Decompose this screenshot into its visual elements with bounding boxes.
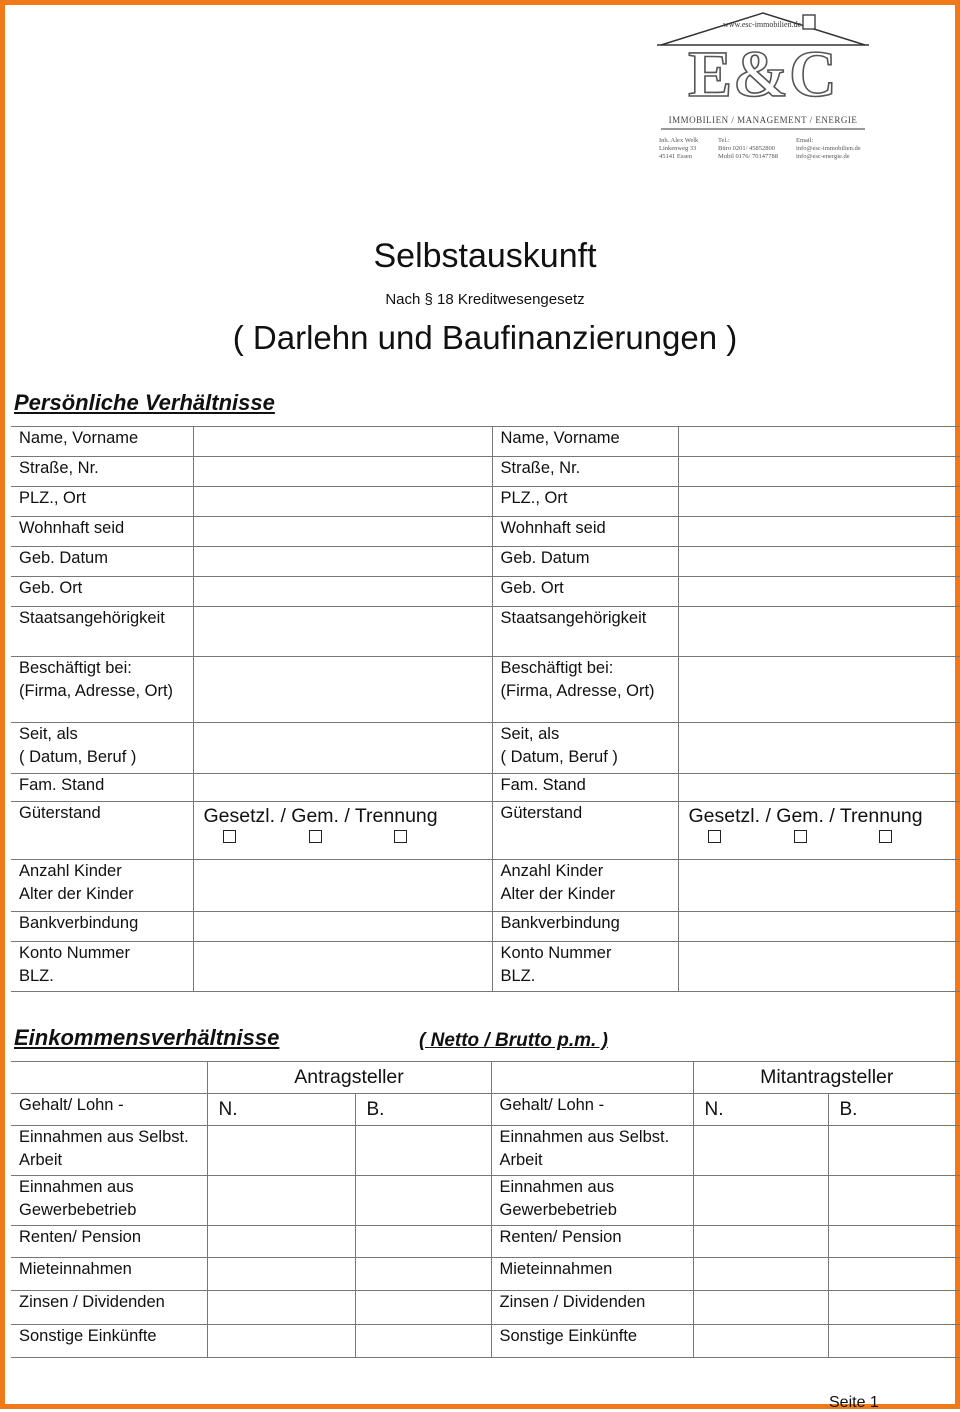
coapplicant-net-income-cell[interactable] (693, 1325, 828, 1358)
applicant-field-value[interactable] (193, 517, 492, 547)
applicant-field-value[interactable] (193, 607, 492, 657)
income-row (11, 1176, 960, 1226)
applicant-field-value[interactable] (193, 577, 492, 607)
coapplicant-income-label: Zinsen / Dividenden (491, 1291, 693, 1325)
income-row (11, 1325, 960, 1358)
income-row (11, 1226, 960, 1258)
coapplicant-field-label: Straße, Nr. (492, 457, 678, 487)
document-title: Selbstauskunft (5, 237, 960, 276)
coapplicant-gross-income-cell[interactable] (828, 1226, 960, 1258)
coapplicant-income-label: Sonstige Einkünfte (491, 1325, 693, 1358)
coapplicant-field-label: Beschäftigt bei: (Firma, Adresse, Ort) (492, 657, 678, 723)
applicant-field-value[interactable] (193, 427, 492, 457)
personal-row (11, 577, 960, 607)
income-row (11, 1291, 960, 1325)
section-title-personal: Persönliche Verhältnisse (14, 390, 275, 416)
applicant-net-income-cell[interactable] (207, 1291, 355, 1325)
coapplicant-field-label: Seit, als ( Datum, Beruf ) (492, 723, 678, 774)
coapplicant-field-value[interactable] (678, 942, 960, 992)
income-row (11, 1094, 960, 1126)
applicant-gross-income-cell[interactable] (355, 1226, 491, 1258)
coapplicant-net-income-cell[interactable] (693, 1176, 828, 1226)
applicant-net-income-cell[interactable] (207, 1226, 355, 1258)
personal-row (11, 607, 960, 657)
coapplicant-field-value[interactable] (678, 487, 960, 517)
applicant-field-label: Straße, Nr. (11, 457, 193, 487)
applicant-field-label: Name, Vorname (11, 427, 193, 457)
coapplicant-field-label: Geb. Datum (492, 547, 678, 577)
page-number: Seite 1 (829, 1394, 879, 1412)
coapplicant-field-label: Anzahl Kinder Alter der Kinder (492, 860, 678, 912)
income-row (11, 1258, 960, 1291)
applicant-net-income-cell[interactable] (207, 1126, 355, 1176)
coapplicant-field-label: Bankverbindung (492, 912, 678, 942)
coapplicant-field-value[interactable] (678, 577, 960, 607)
coapplicant-net-income-cell[interactable]: N. (693, 1094, 828, 1126)
income-header-row (11, 1062, 960, 1094)
coapplicant-gross-income-cell[interactable]: B. (828, 1094, 960, 1126)
applicant-gross-income-cell[interactable] (355, 1325, 491, 1358)
income-note: ( Netto / Brutto p.m. ) (419, 1030, 608, 1052)
checkbox-trennung[interactable] (394, 830, 407, 843)
applicant-field-value[interactable] (193, 723, 492, 774)
gueterstand-options: Gesetzl. / Gem. / Trennung (204, 804, 492, 828)
coapplicant-field-label: Fam. Stand (492, 774, 678, 802)
coapplicant-field-label: Geb. Ort (492, 577, 678, 607)
applicant-gross-income-cell[interactable] (355, 1176, 491, 1226)
applicant-field-value[interactable] (193, 657, 492, 723)
income-table (11, 1061, 960, 1358)
coapplicant-field-value[interactable] (678, 457, 960, 487)
coapplicant-field-value[interactable] (678, 547, 960, 577)
coapplicant-income-label: Renten/ Pension (491, 1226, 693, 1258)
document-subtitle: Nach § 18 Kreditwesengesetz (5, 291, 960, 308)
column-header-applicant: Antragsteller (207, 1062, 491, 1094)
coapplicant-field-value[interactable] (678, 427, 960, 457)
applicant-field-value[interactable] (193, 457, 492, 487)
applicant-field-label: Beschäftigt bei: (Firma, Adresse, Ort) (11, 657, 193, 723)
logo-tagline: IMMOBILIEN / MANAGEMENT / ENERGIE (661, 115, 865, 125)
coapplicant-income-label: Mieteinnahmen (491, 1258, 693, 1291)
applicant-gross-income-cell[interactable] (355, 1258, 491, 1291)
coapplicant-gross-income-cell[interactable] (828, 1258, 960, 1291)
company-logo (653, 11, 873, 171)
applicant-field-label: Anzahl Kinder Alter der Kinder (11, 860, 193, 912)
coapplicant-field-value[interactable] (678, 517, 960, 547)
coapplicant-gross-income-cell[interactable] (828, 1176, 960, 1226)
personal-row (11, 657, 960, 723)
personal-row (11, 427, 960, 457)
applicant-net-income-cell[interactable] (207, 1325, 355, 1358)
checkbox-gem[interactable] (309, 830, 322, 843)
gueterstand-options: Gesetzl. / Gem. / Trennung (689, 804, 960, 828)
personal-row (11, 912, 960, 942)
income-header-blank (11, 1062, 207, 1094)
document-heading: ( Darlehn und Baufinanzierungen ) (5, 319, 960, 357)
applicant-field-label: Fam. Stand (11, 774, 193, 802)
coapplicant-income-label: Gehalt/ Lohn - (491, 1094, 693, 1126)
coapplicant-field-value[interactable] (678, 802, 960, 860)
logo-contact-address: Inh. Alex Welk Linkenweg 33 45141 Essen (659, 137, 698, 161)
applicant-income-label: Einnahmen aus Selbst. Arbeit (11, 1126, 207, 1176)
coapplicant-field-value[interactable] (678, 657, 960, 723)
applicant-field-label: Geb. Datum (11, 547, 193, 577)
coapplicant-field-label: Güterstand (492, 802, 678, 860)
coapplicant-gross-income-cell[interactable] (828, 1325, 960, 1358)
applicant-field-label: Seit, als ( Datum, Beruf ) (11, 723, 193, 774)
applicant-field-label: Konto Nummer BLZ. (11, 942, 193, 992)
checkbox-trennung[interactable] (879, 830, 892, 843)
applicant-field-value[interactable] (193, 912, 492, 942)
applicant-field-value[interactable] (193, 487, 492, 517)
personal-row (11, 774, 960, 802)
personal-row (11, 802, 960, 860)
coapplicant-income-label: Einnahmen aus Gewerbebetrieb (491, 1176, 693, 1226)
income-row (11, 1126, 960, 1176)
coapplicant-net-income-cell[interactable] (693, 1258, 828, 1291)
applicant-gross-income-cell[interactable]: B. (355, 1094, 491, 1126)
applicant-field-label: Bankverbindung (11, 912, 193, 942)
coapplicant-field-value[interactable] (678, 912, 960, 942)
personal-row (11, 723, 960, 774)
applicant-field-label: Güterstand (11, 802, 193, 860)
logo-contact-email: Email: info@esc-immobilien.de info@esc-energie.de (796, 137, 861, 161)
applicant-net-income-cell[interactable] (207, 1258, 355, 1291)
applicant-field-label: Wohnhaft seid (11, 517, 193, 547)
logo-mark: E&C (663, 35, 863, 115)
applicant-income-label: Renten/ Pension (11, 1226, 207, 1258)
coapplicant-field-label: Wohnhaft seid (492, 517, 678, 547)
personal-row (11, 860, 960, 912)
personal-row (11, 942, 960, 992)
income-header-blank (491, 1062, 693, 1094)
coapplicant-field-label: Name, Vorname (492, 427, 678, 457)
checkbox-gem[interactable] (794, 830, 807, 843)
logo-contact-phone: Tel.: Büro 0201/ 45852800 Mobil 0176/ 70147788 (718, 137, 778, 161)
coapplicant-field-value[interactable] (678, 860, 960, 912)
coapplicant-field-value[interactable] (678, 607, 960, 657)
applicant-field-value[interactable] (193, 802, 492, 860)
applicant-field-value[interactable] (193, 860, 492, 912)
coapplicant-income-label: Einnahmen aus Selbst. Arbeit (491, 1126, 693, 1176)
applicant-income-label: Gehalt/ Lohn - (11, 1094, 207, 1126)
coapplicant-field-label: Staatsangehörigkeit (492, 607, 678, 657)
applicant-field-value[interactable] (193, 547, 492, 577)
checkbox-gesetzl[interactable] (708, 830, 721, 843)
applicant-field-label: Geb. Ort (11, 577, 193, 607)
applicant-net-income-cell[interactable]: N. (207, 1094, 355, 1126)
applicant-gross-income-cell[interactable] (355, 1291, 491, 1325)
applicant-income-label: Sonstige Einkünfte (11, 1325, 207, 1358)
applicant-field-label: PLZ., Ort (11, 487, 193, 517)
coapplicant-net-income-cell[interactable] (693, 1291, 828, 1325)
applicant-net-income-cell[interactable] (207, 1176, 355, 1226)
section-title-income: Einkommensverhältnisse (14, 1025, 279, 1051)
coapplicant-net-income-cell[interactable] (693, 1126, 828, 1176)
personal-row (11, 487, 960, 517)
coapplicant-gross-income-cell[interactable] (828, 1126, 960, 1176)
applicant-income-label: Einnahmen aus Gewerbebetrieb (11, 1176, 207, 1226)
coapplicant-gross-income-cell[interactable] (828, 1291, 960, 1325)
personal-row (11, 517, 960, 547)
column-header-coapplicant: Mitantragsteller (693, 1062, 960, 1094)
coapplicant-field-value[interactable] (678, 723, 960, 774)
personal-row (11, 457, 960, 487)
applicant-income-label: Mieteinnahmen (11, 1258, 207, 1291)
personal-row (11, 547, 960, 577)
coapplicant-field-label: Konto Nummer BLZ. (492, 942, 678, 992)
coapplicant-field-value[interactable] (678, 774, 960, 802)
personal-table (11, 426, 960, 992)
checkbox-gesetzl[interactable] (223, 830, 236, 843)
applicant-field-label: Staatsangehörigkeit (11, 607, 193, 657)
coapplicant-net-income-cell[interactable] (693, 1226, 828, 1258)
applicant-gross-income-cell[interactable] (355, 1126, 491, 1176)
applicant-field-value[interactable] (193, 942, 492, 992)
applicant-income-label: Zinsen / Dividenden (11, 1291, 207, 1325)
coapplicant-field-label: PLZ., Ort (492, 487, 678, 517)
logo-url: www.esc-immobilien.de (723, 20, 801, 29)
applicant-field-value[interactable] (193, 774, 492, 802)
